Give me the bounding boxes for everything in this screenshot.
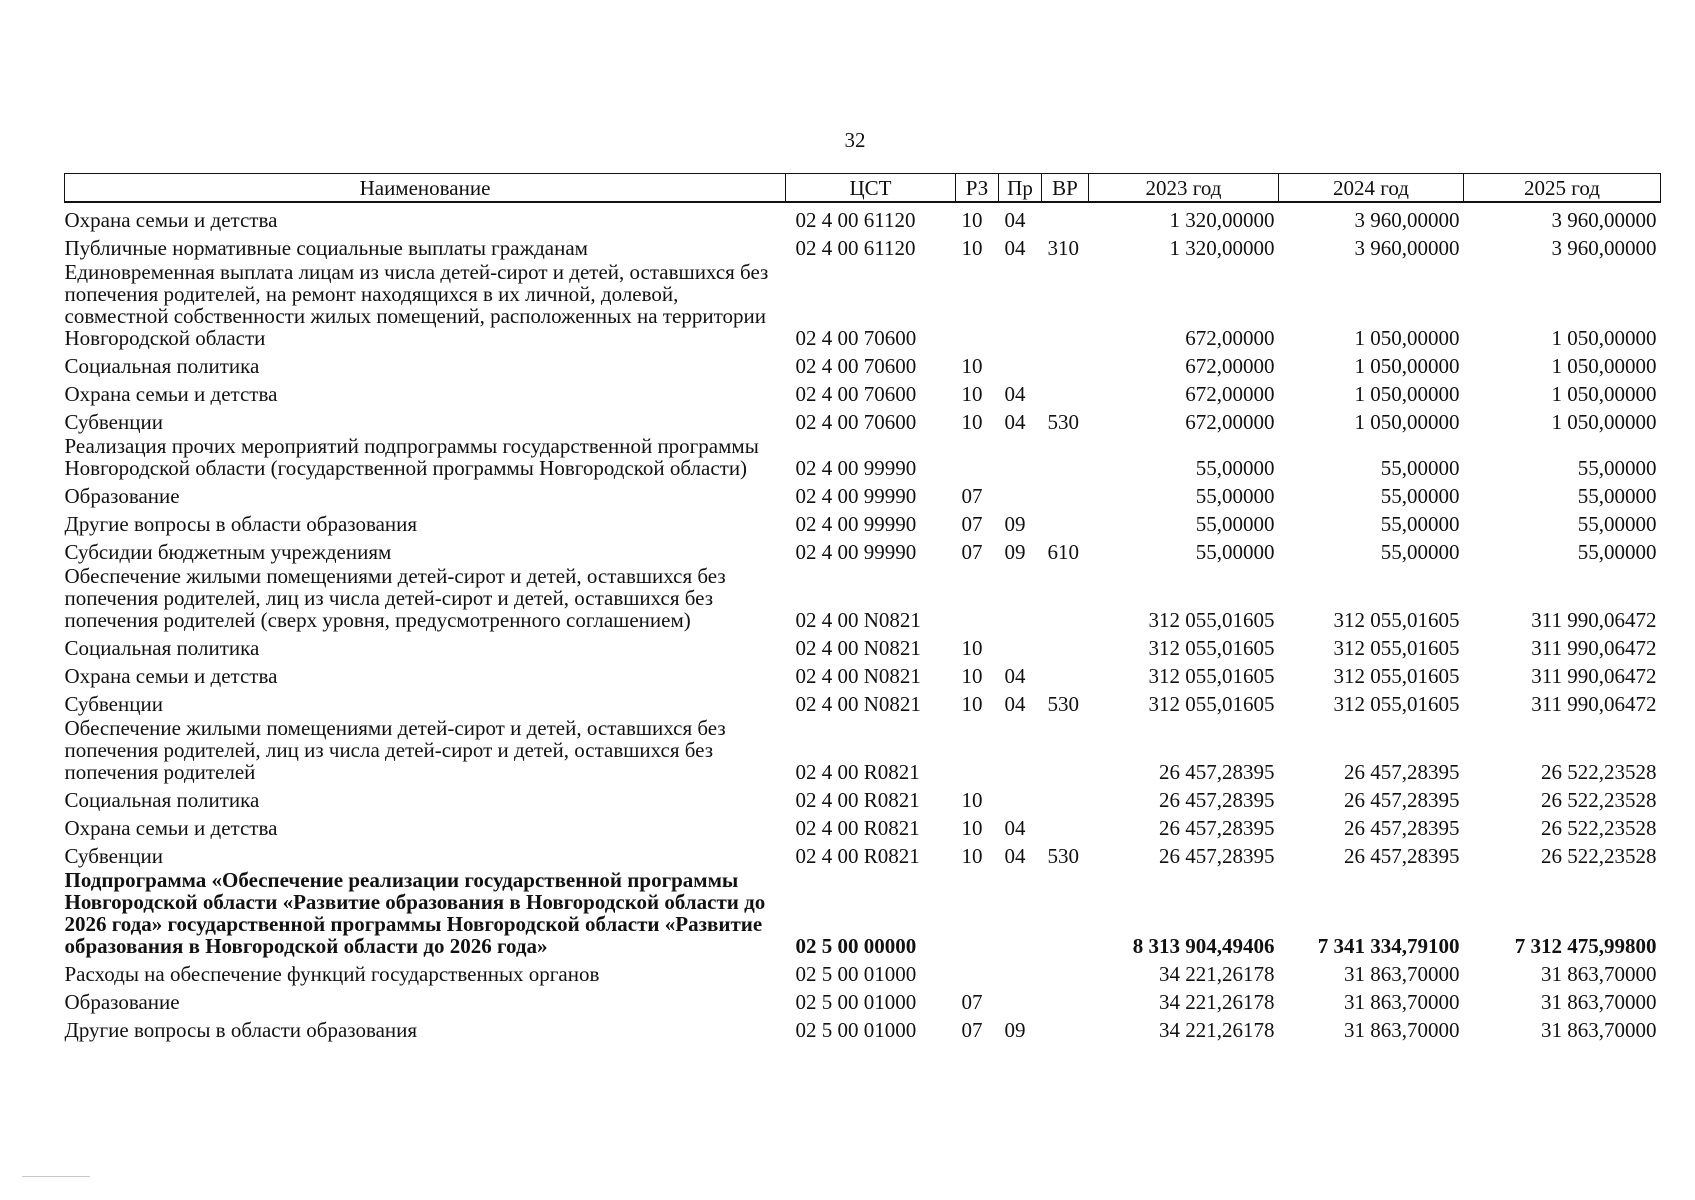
row-2023: 55,00000 <box>1195 456 1275 480</box>
row-2023: 672,00000 <box>1185 326 1275 350</box>
row-cst: 02 4 00 R0821 <box>795 816 920 840</box>
row-rz <box>956 433 999 479</box>
row-2025: 55,00000 <box>1577 540 1657 564</box>
page-number: 32 <box>844 128 866 152</box>
row-2024: 1 050,00000 <box>1354 382 1460 406</box>
row-pr <box>999 867 1042 957</box>
row-vr: 610 <box>1047 540 1079 564</box>
row-vr <box>1042 377 1089 405</box>
table-row <box>65 433 1661 479</box>
row-2024: 31 863,70000 <box>1344 962 1460 986</box>
row-2025: 31 863,70000 <box>1541 962 1657 986</box>
row-cst: 02 4 00 70600 <box>795 354 917 378</box>
row-pr: 09 <box>1004 540 1026 564</box>
row-2023: 1 320,00000 <box>1169 208 1275 232</box>
row-name: Публичные нормативные социальные выплаты гражданам <box>64 236 588 260</box>
row-pr: 09 <box>1004 1018 1026 1042</box>
row-rz: 10 <box>961 410 983 434</box>
row-pr: 04 <box>1004 410 1026 434</box>
row-cst: 02 4 00 70600 <box>795 382 917 406</box>
row-2024: 1 050,00000 <box>1354 326 1460 350</box>
row-2025: 26 522,23528 <box>1541 844 1657 868</box>
row-2025: 311 990,06472 <box>1531 692 1657 716</box>
row-vr <box>1042 957 1089 985</box>
row-vr: 310 <box>1047 236 1079 260</box>
row-rz: 10 <box>961 236 983 260</box>
row-rz: 07 <box>961 540 983 564</box>
row-2024: 312 055,01605 <box>1333 636 1460 660</box>
row-2024: 1 050,00000 <box>1354 354 1460 378</box>
table-row <box>65 715 1661 783</box>
row-cst: 02 4 00 R0821 <box>795 760 920 784</box>
row-vr <box>1042 563 1089 631</box>
row-pr: 04 <box>1004 816 1026 840</box>
row-2023: 55,00000 <box>1195 512 1275 536</box>
row-2023: 55,00000 <box>1195 484 1275 508</box>
row-cst: 02 5 00 01000 <box>795 962 917 986</box>
row-rz <box>956 957 999 985</box>
row-2025: 55,00000 <box>1577 456 1657 480</box>
row-2025: 31 863,70000 <box>1541 1018 1657 1042</box>
row-2024: 26 457,28395 <box>1344 760 1460 784</box>
row-2025: 311 990,06472 <box>1531 636 1657 660</box>
table-row <box>65 811 1661 839</box>
row-rz: 07 <box>961 512 983 536</box>
row-rz <box>956 867 999 957</box>
row-2023: 1 320,00000 <box>1169 236 1275 260</box>
row-rz: 10 <box>961 844 983 868</box>
row-2023: 672,00000 <box>1185 354 1275 378</box>
header-2024: 2024 год <box>1279 174 1464 203</box>
scan-artifact <box>22 1176 90 1177</box>
table-row <box>65 377 1661 405</box>
row-2025: 3 960,00000 <box>1551 236 1657 260</box>
header-2023: 2023 год <box>1089 174 1279 203</box>
row-name: Охрана семьи и детства <box>64 208 278 232</box>
row-2023: 312 055,01605 <box>1148 608 1275 632</box>
row-vr <box>1042 507 1089 535</box>
row-rz: 07 <box>961 1018 983 1042</box>
row-2023: 312 055,01605 <box>1148 692 1275 716</box>
row-2024: 55,00000 <box>1380 484 1460 508</box>
row-name: Другие вопросы в области образования <box>64 1018 418 1042</box>
row-2023: 312 055,01605 <box>1148 636 1275 660</box>
row-cst: 02 4 00 N0821 <box>795 636 921 660</box>
row-vr <box>1042 433 1089 479</box>
header-vr: ВР <box>1042 174 1089 203</box>
row-cst: 02 4 00 N0821 <box>795 608 921 632</box>
row-2024: 26 457,28395 <box>1344 844 1460 868</box>
row-pr <box>999 563 1042 631</box>
row-2025: 55,00000 <box>1577 512 1657 536</box>
row-vr <box>1042 867 1089 957</box>
row-pr <box>999 259 1042 349</box>
row-2023: 26 457,28395 <box>1159 788 1275 812</box>
row-pr <box>999 783 1042 811</box>
row-2023: 672,00000 <box>1185 410 1275 434</box>
row-2025: 1 050,00000 <box>1551 354 1657 378</box>
table-row <box>65 349 1661 377</box>
table-row <box>65 479 1661 507</box>
row-name: Расходы на обеспечение функций государственных органов <box>64 962 600 986</box>
row-2025: 311 990,06472 <box>1531 664 1657 688</box>
row-rz: 10 <box>961 664 983 688</box>
row-2024: 3 960,00000 <box>1354 236 1460 260</box>
table-row <box>65 839 1661 867</box>
table-row <box>65 202 1661 231</box>
row-name: Образование <box>64 990 180 1014</box>
row-vr <box>1042 811 1089 839</box>
row-2024: 3 960,00000 <box>1354 208 1460 232</box>
row-2025: 55,00000 <box>1577 484 1657 508</box>
row-vr <box>1042 479 1089 507</box>
row-2023: 55,00000 <box>1195 540 1275 564</box>
table-body <box>65 202 1661 1041</box>
row-rz: 10 <box>961 382 983 406</box>
row-2024: 55,00000 <box>1380 512 1460 536</box>
row-pr <box>999 631 1042 659</box>
row-2023: 26 457,28395 <box>1159 844 1275 868</box>
row-2023: 34 221,26178 <box>1159 990 1275 1014</box>
table-row <box>65 687 1661 715</box>
row-pr <box>999 433 1042 479</box>
table-row <box>65 783 1661 811</box>
row-2023: 672,00000 <box>1185 382 1275 406</box>
row-2024: 312 055,01605 <box>1333 664 1460 688</box>
row-vr: 530 <box>1047 844 1079 868</box>
row-2025: 26 522,23528 <box>1541 788 1657 812</box>
row-pr: 09 <box>1004 512 1026 536</box>
row-name: Субвенции <box>64 410 163 434</box>
row-name: Реализация прочих мероприятий подпрограммы государственной программы Новгородской области (государственной программы Новгородской области) <box>64 434 759 480</box>
row-2024: 1 050,00000 <box>1354 410 1460 434</box>
row-pr <box>999 985 1042 1013</box>
table-row <box>65 535 1661 563</box>
row-vr: 530 <box>1047 692 1079 716</box>
row-2025: 1 050,00000 <box>1551 382 1657 406</box>
row-vr <box>1042 1013 1089 1041</box>
row-pr <box>999 957 1042 985</box>
table-header <box>65 174 1661 203</box>
row-2025: 26 522,23528 <box>1541 760 1657 784</box>
row-2025: 3 960,00000 <box>1551 208 1657 232</box>
row-name: Образование <box>64 484 180 508</box>
table-row <box>65 659 1661 687</box>
row-name: Подпрограмма «Обеспечение реализации государственной программы Новгородской области «Развитие образования в Новгородской области до 2026 года» государственной программы Новгородской области «Развитие образования в Новгородской области до 2026 года» <box>64 868 766 958</box>
row-2024: 55,00000 <box>1380 456 1460 480</box>
row-name: Обеспечение жилыми помещениями детей-сирот и детей, оставшихся без попечения родителей, лиц из числа детей-сирот и детей, оставшихся без попечения родителей (сверх уровня, предусмотренного соглашением) <box>64 564 726 632</box>
row-name: Единовременная выплата лицам из числа детей-сирот и детей, оставшихся без попечения родителей, на ремонт находящихся в их личной, долевой, совместной собственности жилых помещений, расположенных на территории Новгородской области <box>64 260 769 350</box>
table-row <box>65 507 1661 535</box>
row-pr <box>999 349 1042 377</box>
row-pr: 04 <box>1004 844 1026 868</box>
row-2023: 8 313 904,49406 <box>1132 934 1275 958</box>
row-cst: 02 4 00 99990 <box>795 540 917 564</box>
row-rz: 10 <box>961 354 983 378</box>
row-2024: 31 863,70000 <box>1344 990 1460 1014</box>
row-name: Охрана семьи и детства <box>64 382 278 406</box>
table-row <box>65 231 1661 259</box>
row-2024: 312 055,01605 <box>1333 692 1460 716</box>
table-row <box>65 867 1661 957</box>
row-vr <box>1042 783 1089 811</box>
row-2025: 1 050,00000 <box>1551 326 1657 350</box>
row-cst: 02 4 00 N0821 <box>795 664 921 688</box>
header-pr: Пр <box>999 174 1042 203</box>
row-cst: 02 4 00 61120 <box>795 236 916 260</box>
row-rz: 07 <box>961 990 983 1014</box>
row-rz: 10 <box>961 692 983 716</box>
header-rz: РЗ <box>956 174 999 203</box>
row-2024: 312 055,01605 <box>1333 608 1460 632</box>
row-2023: 26 457,28395 <box>1159 760 1275 784</box>
row-2023: 34 221,26178 <box>1159 1018 1275 1042</box>
row-2025: 1 050,00000 <box>1551 410 1657 434</box>
table-row <box>65 985 1661 1013</box>
row-cst: 02 5 00 00000 <box>795 934 917 958</box>
row-cst: 02 4 00 99990 <box>795 456 917 480</box>
row-rz: 10 <box>961 208 983 232</box>
row-pr <box>999 479 1042 507</box>
row-cst: 02 4 00 70600 <box>795 410 917 434</box>
header-name: Наименование <box>65 174 786 203</box>
header-2025: 2025 год <box>1464 174 1661 203</box>
row-pr: 04 <box>1004 664 1026 688</box>
row-name: Другие вопросы в области образования <box>64 512 418 536</box>
row-vr <box>1042 349 1089 377</box>
row-cst: 02 4 00 N0821 <box>795 692 921 716</box>
row-cst: 02 5 00 01000 <box>795 990 917 1014</box>
row-rz <box>956 563 999 631</box>
row-cst: 02 4 00 99990 <box>795 484 917 508</box>
row-name: Социальная политика <box>64 354 260 378</box>
row-rz: 10 <box>961 636 983 660</box>
row-rz <box>956 259 999 349</box>
row-vr: 530 <box>1047 410 1079 434</box>
row-rz: 10 <box>961 816 983 840</box>
row-name: Обеспечение жилыми помещениями детей-сирот и детей, оставшихся без попечения родителей, лиц из числа детей-сирот и детей, оставшихся без попечения родителей <box>64 716 726 784</box>
table-row <box>65 563 1661 631</box>
table-row <box>65 631 1661 659</box>
row-2024: 26 457,28395 <box>1344 788 1460 812</box>
row-2024: 31 863,70000 <box>1344 1018 1460 1042</box>
row-name: Субсидии бюджетным учреждениям <box>64 540 392 564</box>
row-2023: 34 221,26178 <box>1159 962 1275 986</box>
row-vr <box>1042 202 1089 231</box>
row-2023: 26 457,28395 <box>1159 816 1275 840</box>
row-vr <box>1042 985 1089 1013</box>
row-cst: 02 4 00 70600 <box>795 326 917 350</box>
row-vr <box>1042 631 1089 659</box>
row-name: Социальная политика <box>64 788 260 812</box>
row-rz <box>956 715 999 783</box>
table-row <box>65 1013 1661 1041</box>
row-rz: 10 <box>961 788 983 812</box>
row-vr <box>1042 715 1089 783</box>
row-pr: 04 <box>1004 382 1026 406</box>
table-row <box>65 957 1661 985</box>
row-pr: 04 <box>1004 208 1026 232</box>
row-vr <box>1042 659 1089 687</box>
row-pr <box>999 715 1042 783</box>
row-cst: 02 4 00 99990 <box>795 512 917 536</box>
row-2025: 31 863,70000 <box>1541 990 1657 1014</box>
row-name: Охрана семьи и детства <box>64 664 278 688</box>
row-2025: 26 522,23528 <box>1541 816 1657 840</box>
row-2025: 311 990,06472 <box>1531 608 1657 632</box>
row-name: Субвенции <box>64 692 163 716</box>
row-cst: 02 5 00 01000 <box>795 1018 917 1042</box>
row-2023: 312 055,01605 <box>1148 664 1275 688</box>
row-pr: 04 <box>1004 236 1026 260</box>
row-name: Социальная политика <box>64 636 260 660</box>
table-row <box>65 405 1661 433</box>
row-cst: 02 4 00 R0821 <box>795 788 920 812</box>
row-vr <box>1042 259 1089 349</box>
row-cst: 02 4 00 61120 <box>795 208 916 232</box>
row-2025: 7 312 475,99800 <box>1514 934 1657 958</box>
row-rz: 07 <box>961 484 983 508</box>
row-2024: 55,00000 <box>1380 540 1460 564</box>
table-row <box>65 259 1661 349</box>
header-cst: ЦСТ <box>786 174 956 203</box>
row-2024: 26 457,28395 <box>1344 816 1460 840</box>
row-cst: 02 4 00 R0821 <box>795 844 920 868</box>
row-name: Субвенции <box>64 844 163 868</box>
row-2024: 7 341 334,79100 <box>1317 934 1460 958</box>
row-pr: 04 <box>1004 692 1026 716</box>
row-name: Охрана семьи и детства <box>64 816 278 840</box>
budget-table <box>64 173 1661 1041</box>
